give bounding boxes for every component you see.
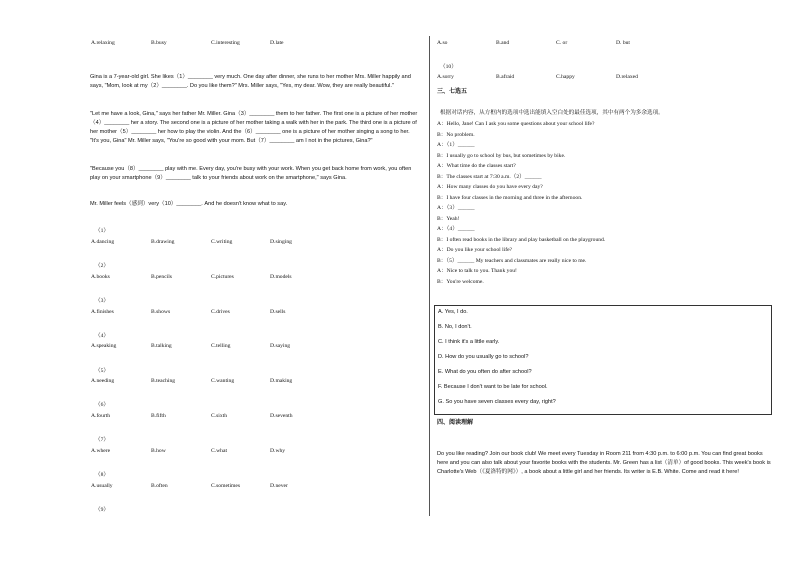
option-c: C.wanting <box>211 378 235 384</box>
dialogue-line: A：（3）______ <box>437 205 475 211</box>
box-option: D. How do you usually go to school? <box>438 354 529 360</box>
option-c: C.sometimes <box>211 483 241 489</box>
passage-paragraph-1: Gina is a 7-year-old girl. She likes（1）________ very much. One day after dinner, she runs to her mother Mrs. Miller happily and says, "Mom, look at my（2）________. Do you like them?" Mrs. Miller says, "Yes, my dear. Wow, they are really beautiful." <box>90 74 411 89</box>
passage-paragraph-4: Mr. Miller feels（感到）very（10）________. And he doesn't know what to say. <box>90 201 288 207</box>
box-option: C. I think it's a little early. <box>438 339 500 345</box>
option-d: D.sells <box>270 309 286 315</box>
option-b: B.often <box>151 483 168 489</box>
section-3-title: 三、七选五 <box>437 89 468 95</box>
question-number: （1） <box>95 228 109 234</box>
question-number: （3） <box>95 298 109 304</box>
dialogue-line: A：What time do the classes start? <box>437 163 516 169</box>
box-option: A. Yes, I do. <box>438 309 468 315</box>
option-b: B.pencils <box>151 274 172 280</box>
option-b: B.busy <box>151 40 167 46</box>
passage-paragraph-3: "Because you（8）________ play with me. Every day, you're busy with your work. When you get back home from work, you often play on your smartphone（9）________ talk to your friends about work on the smartphone," says Gina. <box>90 166 412 181</box>
dialogue-line: B：I often read books in the library and play basketball on the playground. <box>437 237 606 243</box>
option-c: C.interesting <box>211 40 240 46</box>
box-option: E. What do you often do after school? <box>438 369 532 375</box>
dialogue-line: A：Do you like your school life? <box>437 247 513 253</box>
option-d: D.singing <box>270 239 292 245</box>
option-b: B.drawing <box>151 239 175 245</box>
dialogue-line: A：Hello, Jane! Can I ask you some questions about your school life? <box>437 121 595 127</box>
option-d: D.relaxed <box>616 74 638 80</box>
box-option: G. So you have seven classes every day, right? <box>438 399 556 405</box>
dialogue-line: B：Yeah! <box>437 216 460 222</box>
option-a: A.dancing <box>91 239 115 245</box>
option-d: D.models <box>270 274 292 280</box>
option-a: A.speaking <box>91 343 117 349</box>
option-c: C.what <box>211 448 228 454</box>
option-d: D.never <box>270 483 288 489</box>
option-a: A.relaxing <box>91 40 115 46</box>
options-box <box>434 305 772 415</box>
box-option: B. No, I don't. <box>438 324 472 330</box>
dialogue-line: A：（4）______ <box>437 226 475 232</box>
option-d: D.making <box>270 378 293 384</box>
dialogue-line: B：No problem. <box>437 132 475 138</box>
option-a: A.fourth <box>91 413 111 419</box>
dialogue-line: B：I usually go to school by bus, but sometimes by bike. <box>437 153 566 159</box>
option-d: D.late <box>270 40 284 46</box>
option-b: B.afraid <box>496 74 515 80</box>
question-number: （5） <box>95 368 109 374</box>
option-d: D.why <box>270 448 286 454</box>
dialogue-line: B：I have four classes in the morning and three in the afternoon. <box>437 195 583 201</box>
option-c: C.happy <box>556 74 575 80</box>
dialogue-line: A：Nice to talk to you. Thank you! <box>437 268 517 274</box>
option-a: A.finishes <box>91 309 114 315</box>
option-c: C. or <box>556 40 568 46</box>
option-d: D.seventh <box>270 413 293 419</box>
option-d: D. but <box>616 40 630 46</box>
option-c: C.pictures <box>211 274 234 280</box>
column-divider <box>429 36 430 516</box>
option-c: C.drives <box>211 309 230 315</box>
section-4-title: 四、阅读理解 <box>437 420 474 426</box>
option-c: C.telling <box>211 343 231 349</box>
option-d: D.saying <box>270 343 291 349</box>
option-a: A.books <box>91 274 110 280</box>
question-number: （2） <box>95 263 109 269</box>
dialogue-line: B：The classes start at 7:30 a.m.（2）______ <box>437 174 542 180</box>
passage-paragraph-2: "Let me have a look, Gina," says her father Mr. Miller. Gina（3）________ them to her father. The first one is a picture of her mother（4）________ her a story. The second one is a picture of her mother taking a walk with her in the park. The third one is a picture of her mother（5）________ her how to play the violin. And the（6）________ one is a picture of her mother singing a song to her. "It's you, Gina" Mr. Miller says, "You're so good with your mom. But（7）________ am I not in the pictures, Gina?" <box>90 111 418 144</box>
option-b: B.how <box>151 448 166 454</box>
dialogue-line: A：How many classes do you have every day? <box>437 184 543 190</box>
option-a: A.usually <box>91 483 113 489</box>
dialogue-line: A：（1）______ <box>437 142 475 148</box>
question-number: （7） <box>95 437 109 443</box>
reading-passage: Do you like reading? Join our book club! We meet every Tuesday in Room 211 from 4:30 p.m. to 6:00 p.m. You can find great books here and you can also talk about your favorite books with the students. Mr. Green has a list（清单）of good books. This week's book is Charlotte's Web（《夏洛特的网》）, a book about a little girl and her friends. Its writer is E.B. White. Come and read it here! <box>437 451 771 475</box>
option-b: B.fifth <box>151 413 166 419</box>
question-number: （10） <box>440 64 457 70</box>
option-c: C.writing <box>211 239 233 245</box>
question-number: （6） <box>95 402 109 408</box>
option-c: C.sixth <box>211 413 228 419</box>
option-a: A.so <box>437 40 448 46</box>
option-b: B.shows <box>151 309 171 315</box>
question-number: （4） <box>95 333 109 339</box>
option-a: A.where <box>91 448 111 454</box>
option-a: A.needing <box>91 378 115 384</box>
dialogue-line: B：（5）______ My teachers and classmates are really nice to me. <box>437 258 587 264</box>
question-number: （9） <box>95 507 109 513</box>
option-b: B.teaching <box>151 378 176 384</box>
option-a: A.sorry <box>437 74 454 80</box>
option-b: B.and <box>496 40 510 46</box>
question-number: （8） <box>95 472 109 478</box>
box-option: F. Because I don't want to be late for school. <box>438 384 548 390</box>
dialogue-line: B：You're welcome. <box>437 279 484 285</box>
option-b: B.talking <box>151 343 172 349</box>
instruction: 根据对话内容，从方框内的选项中选出能填入空白处的最佳选项，其中有两个为多余选项。 <box>440 110 664 116</box>
